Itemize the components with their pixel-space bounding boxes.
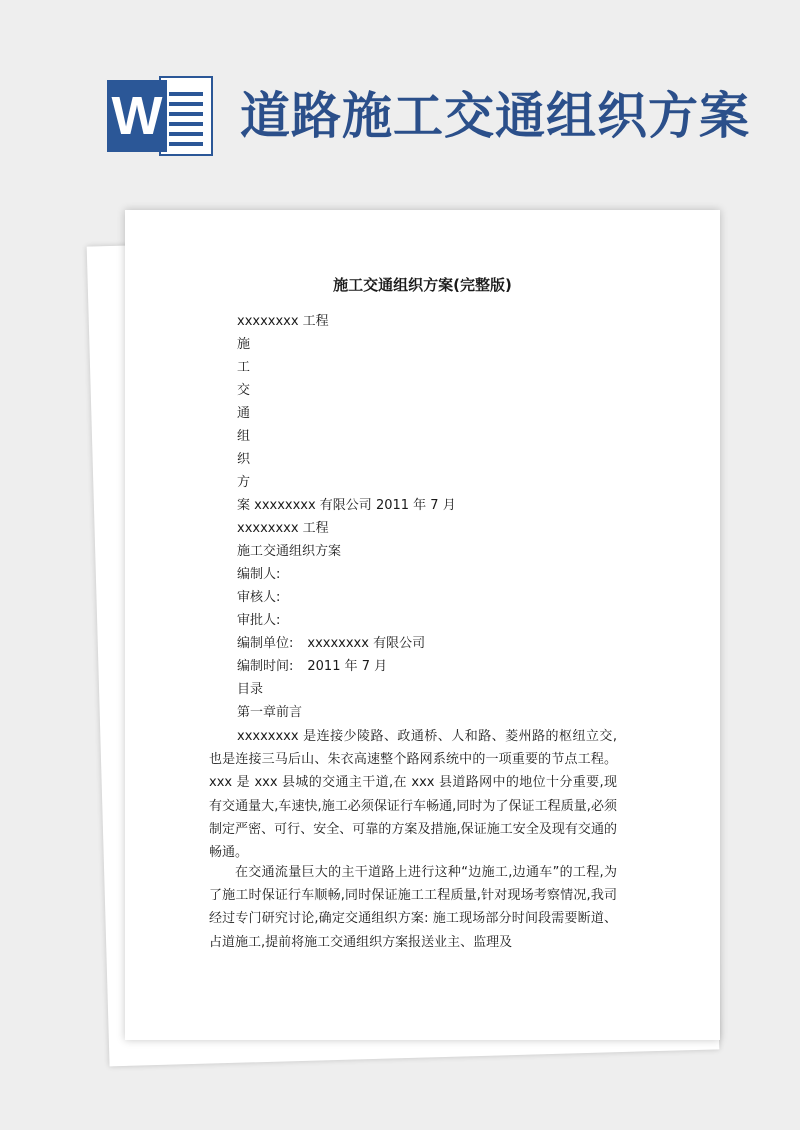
chapter-heading: 第一章前言 xyxy=(237,705,303,720)
cover-line: xxxxxxxx 工程 xyxy=(237,521,329,536)
banner-title: 道路施工交通组织方案 xyxy=(240,87,750,145)
cover-line: 工 xyxy=(237,360,251,375)
toc-heading: 目录 xyxy=(237,682,264,697)
cover-line: 案 xxxxxxxx 有限公司 2011 年 7 月 xyxy=(237,498,456,513)
cover-line: 方 xyxy=(237,475,251,490)
paragraph: 在交通流量巨大的主干道路上进行这种“边施工,边通车”的工程,为了施工时保证行车顺畅,同时保证施工工程质量,针对现场考察情况,我司经过专门研究讨论,确定交通组织方案: 施工现场部分时间段需要断道、占道施工,提前将施工交通组织方案报送业主、监理及 xyxy=(209,865,617,950)
unit-line xyxy=(237,632,456,655)
cover-line: 施 xyxy=(237,337,251,352)
cover-line: 编制人: xyxy=(237,567,281,582)
cover-lines xyxy=(237,310,456,724)
document-page xyxy=(125,210,720,1040)
unit-label: 编制单位: xyxy=(237,636,294,651)
cover-line: 组 xyxy=(237,429,251,444)
word-logo-letter: W xyxy=(107,80,167,152)
document-lines-icon xyxy=(159,76,213,156)
cover-line: 交 xyxy=(237,383,251,398)
cover-line: 审核人: xyxy=(237,590,281,605)
cover-line: 施工交通组织方案 xyxy=(237,544,342,559)
unit-value: xxxxxxxx 有限公司 xyxy=(307,636,426,651)
cover-line: 通 xyxy=(237,406,251,421)
paragraph: xxxxxxxx 是连接少陵路、政通桥、人和路、菱州路的枢纽立交,也是连接三马后山、朱衣高速整个路网系统中的一项重要的节点工程。xxx 是 xxx 县城的交通主干道,在 xxx 县道路网中的地位十分重要,现有交通量大,车速快,施工必须保证行车畅通,同时为了保证工程质量,必须制定严密、可行、安全、可靠的方案及措施,保证施工安全及现有交通的畅通。 xyxy=(209,729,617,861)
cover-line: 织 xyxy=(237,452,251,467)
date-line xyxy=(237,655,456,678)
date-value: 2011 年 7 月 xyxy=(307,659,388,674)
cover-line: xxxxxxxx 工程 xyxy=(237,314,329,329)
date-label: 编制时间: xyxy=(237,659,294,674)
document-title: 施工交通组织方案(完整版) xyxy=(333,276,512,294)
word-document-icon xyxy=(107,76,217,158)
cover-line: 审批人: xyxy=(237,613,281,628)
